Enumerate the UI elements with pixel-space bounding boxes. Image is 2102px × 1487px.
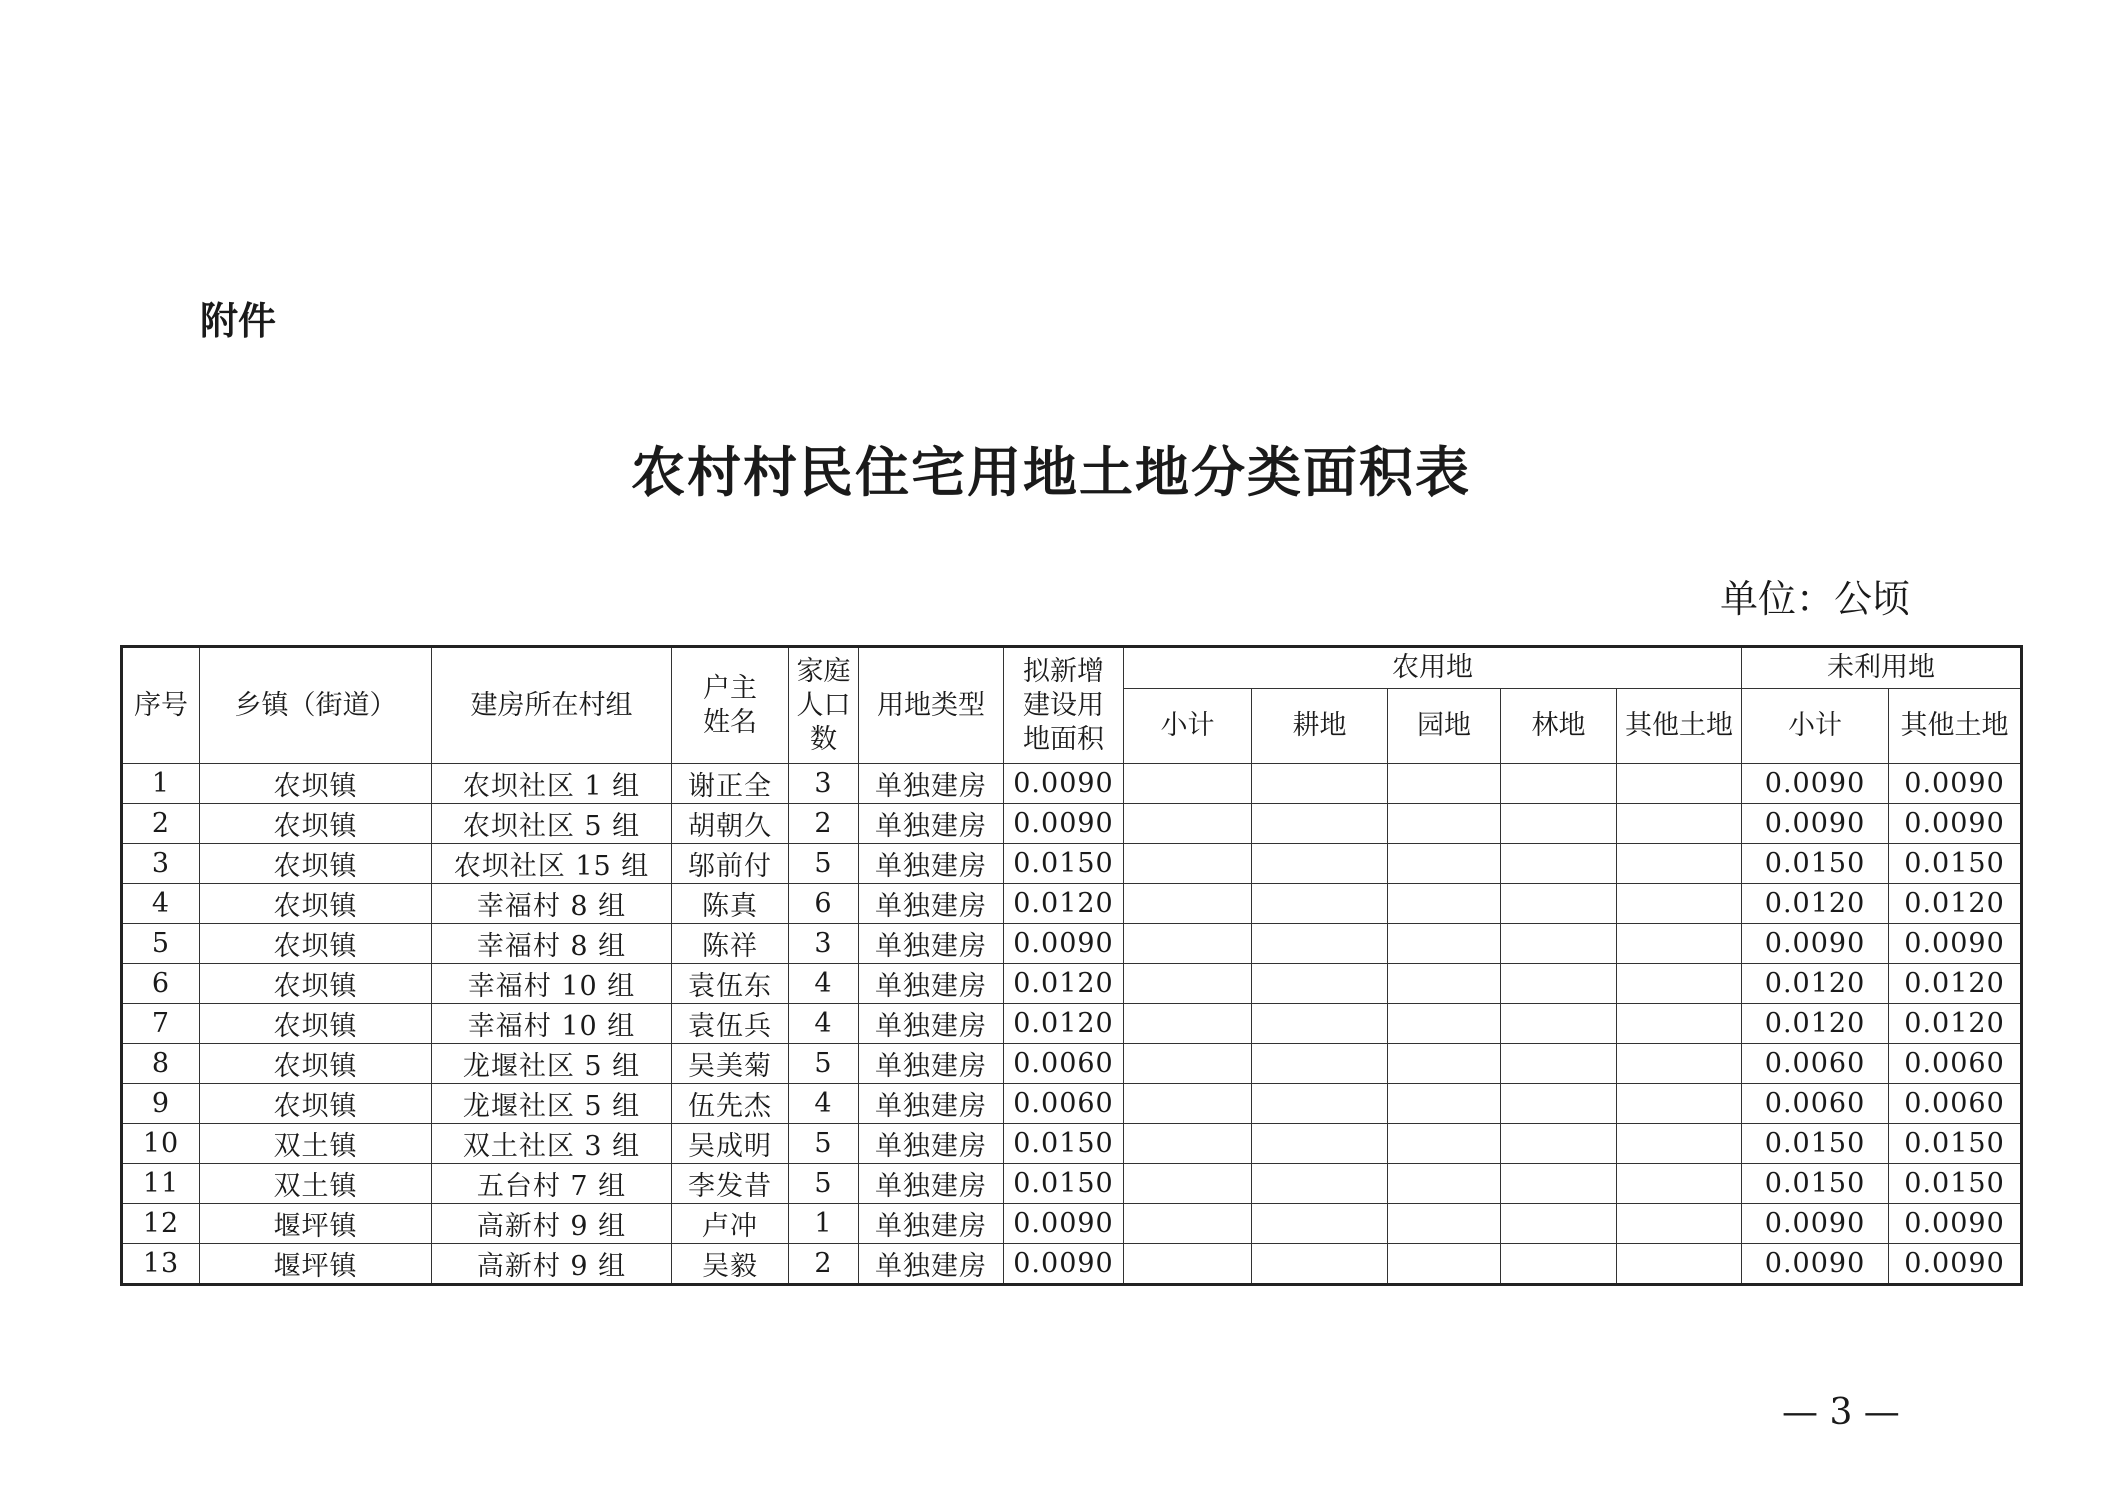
header-agri-other: 其他土地: [1617, 689, 1742, 764]
cell-agri-cultivated: [1252, 1004, 1388, 1044]
header-town: 乡镇（街道）: [200, 647, 432, 764]
cell-agri-forest: [1501, 764, 1617, 804]
cell-agri-subtotal: [1124, 804, 1252, 844]
cell-agri-garden: [1388, 964, 1501, 1004]
cell-town: 堰坪镇: [200, 1244, 432, 1285]
cell-seq: 12: [122, 1204, 200, 1244]
cell-agri-forest: [1501, 1244, 1617, 1285]
header-owner-line2: 姓名: [703, 706, 757, 738]
cell-agri-forest: [1501, 884, 1617, 924]
header-agri-group: 农用地: [1124, 647, 1742, 689]
cell-family: 3: [789, 924, 859, 964]
land-area-table: [120, 645, 2023, 1286]
cell-agri-subtotal: [1124, 964, 1252, 1004]
cell-land-type: 单独建房: [859, 1204, 1004, 1244]
header-area-line2: 建设用: [1023, 689, 1104, 721]
cell-area: 0.0090: [1004, 764, 1124, 804]
cell-unused-subtotal: 0.0120: [1742, 884, 1889, 924]
cell-seq: 6: [122, 964, 200, 1004]
cell-town: 农坝镇: [200, 884, 432, 924]
cell-agri-cultivated: [1252, 924, 1388, 964]
table-row: [122, 1244, 2022, 1285]
header-owner-line1: 户主: [703, 672, 757, 704]
cell-village: 幸福村 8 组: [432, 884, 672, 924]
cell-town: 堰坪镇: [200, 1204, 432, 1244]
cell-agri-garden: [1388, 1044, 1501, 1084]
cell-land-type: 单独建房: [859, 964, 1004, 1004]
header-agri-cultivated: 耕地: [1252, 689, 1388, 764]
cell-land-type: 单独建房: [859, 1164, 1004, 1204]
cell-agri-subtotal: [1124, 1044, 1252, 1084]
cell-family: 2: [789, 804, 859, 844]
cell-land-type: 单独建房: [859, 1124, 1004, 1164]
cell-unused-subtotal: 0.0090: [1742, 1244, 1889, 1285]
cell-village: 高新村 9 组: [432, 1204, 672, 1244]
cell-seq: 1: [122, 764, 200, 804]
cell-unused-other: 0.0090: [1889, 1244, 2022, 1285]
cell-agri-other: [1617, 1084, 1742, 1124]
cell-agri-garden: [1388, 1084, 1501, 1124]
header-owner: [672, 647, 789, 764]
cell-agri-garden: [1388, 844, 1501, 884]
table-row: [122, 1084, 2022, 1124]
cell-agri-cultivated: [1252, 1204, 1388, 1244]
cell-town: 农坝镇: [200, 764, 432, 804]
cell-agri-subtotal: [1124, 924, 1252, 964]
cell-unused-subtotal: 0.0120: [1742, 964, 1889, 1004]
header-family-line3: 数: [810, 723, 837, 755]
cell-agri-other: [1617, 1004, 1742, 1044]
cell-agri-cultivated: [1252, 1044, 1388, 1084]
cell-agri-garden: [1388, 884, 1501, 924]
cell-agri-subtotal: [1124, 1004, 1252, 1044]
cell-land-type: 单独建房: [859, 804, 1004, 844]
cell-agri-cultivated: [1252, 764, 1388, 804]
cell-unused-other: 0.0090: [1889, 1204, 2022, 1244]
cell-town: 农坝镇: [200, 844, 432, 884]
cell-area: 0.0090: [1004, 804, 1124, 844]
cell-seq: 2: [122, 804, 200, 844]
cell-land-type: 单独建房: [859, 1004, 1004, 1044]
cell-family: 6: [789, 884, 859, 924]
cell-agri-other: [1617, 1044, 1742, 1084]
cell-town: 农坝镇: [200, 1044, 432, 1084]
cell-agri-forest: [1501, 924, 1617, 964]
cell-family: 5: [789, 1164, 859, 1204]
cell-area: 0.0090: [1004, 924, 1124, 964]
cell-agri-garden: [1388, 924, 1501, 964]
cell-agri-other: [1617, 924, 1742, 964]
cell-owner: 卢冲: [672, 1204, 789, 1244]
cell-area: 0.0120: [1004, 884, 1124, 924]
cell-unused-other: 0.0150: [1889, 1164, 2022, 1204]
cell-village: 高新村 9 组: [432, 1244, 672, 1285]
cell-owner: 袁伍兵: [672, 1004, 789, 1044]
cell-unused-other: 0.0120: [1889, 1004, 2022, 1044]
cell-agri-forest: [1501, 1124, 1617, 1164]
cell-area: 0.0060: [1004, 1084, 1124, 1124]
header-family-line1: 家庭: [796, 655, 851, 687]
table-row: [122, 1164, 2022, 1204]
header-area-line3: 地面积: [1023, 723, 1104, 755]
cell-village: 龙堰社区 5 组: [432, 1044, 672, 1084]
cell-family: 5: [789, 844, 859, 884]
cell-village: 农坝社区 5 组: [432, 804, 672, 844]
cell-agri-forest: [1501, 964, 1617, 1004]
header-unused-subtotal: 小计: [1742, 689, 1889, 764]
cell-family: 5: [789, 1044, 859, 1084]
cell-area: 0.0150: [1004, 1124, 1124, 1164]
header-unused-other: 其他土地: [1889, 689, 2022, 764]
cell-unused-subtotal: 0.0090: [1742, 764, 1889, 804]
cell-land-type: 单独建房: [859, 764, 1004, 804]
table-row: [122, 924, 2022, 964]
cell-village: 双土社区 3 组: [432, 1124, 672, 1164]
header-seq: 序号: [122, 647, 200, 764]
cell-family: 5: [789, 1124, 859, 1164]
cell-agri-garden: [1388, 1164, 1501, 1204]
cell-land-type: 单独建房: [859, 1044, 1004, 1084]
header-agri-garden: 园地: [1388, 689, 1501, 764]
cell-family: 4: [789, 964, 859, 1004]
attachment-label: 附件: [200, 299, 277, 343]
cell-land-type: 单独建房: [859, 1244, 1004, 1285]
cell-town: 农坝镇: [200, 804, 432, 844]
cell-agri-garden: [1388, 764, 1501, 804]
page-number: — 3 —: [1782, 1392, 1900, 1433]
cell-owner: 李发昔: [672, 1164, 789, 1204]
cell-agri-cultivated: [1252, 1244, 1388, 1285]
cell-unused-other: 0.0060: [1889, 1084, 2022, 1124]
cell-village: 幸福村 10 组: [432, 1004, 672, 1044]
cell-agri-other: [1617, 764, 1742, 804]
cell-owner: 袁伍东: [672, 964, 789, 1004]
table-body: [122, 764, 2022, 1285]
cell-area: 0.0060: [1004, 1044, 1124, 1084]
cell-agri-other: [1617, 964, 1742, 1004]
cell-owner: 伍先杰: [672, 1084, 789, 1124]
cell-agri-cultivated: [1252, 1164, 1388, 1204]
cell-agri-garden: [1388, 804, 1501, 844]
cell-unused-subtotal: 0.0150: [1742, 1124, 1889, 1164]
cell-family: 4: [789, 1004, 859, 1044]
cell-family: 4: [789, 1084, 859, 1124]
cell-agri-forest: [1501, 1004, 1617, 1044]
cell-village: 龙堰社区 5 组: [432, 1084, 672, 1124]
cell-agri-other: [1617, 1124, 1742, 1164]
cell-town: 农坝镇: [200, 964, 432, 1004]
table-row: [122, 884, 2022, 924]
cell-owner: 邬前付: [672, 844, 789, 884]
cell-agri-other: [1617, 1164, 1742, 1204]
cell-owner: 吴成明: [672, 1124, 789, 1164]
cell-village: 农坝社区 15 组: [432, 844, 672, 884]
cell-unused-subtotal: 0.0150: [1742, 1164, 1889, 1204]
cell-agri-subtotal: [1124, 1124, 1252, 1164]
cell-area: 0.0090: [1004, 1244, 1124, 1285]
cell-area: 0.0150: [1004, 844, 1124, 884]
cell-unused-subtotal: 0.0090: [1742, 804, 1889, 844]
cell-agri-forest: [1501, 844, 1617, 884]
table-row: [122, 804, 2022, 844]
cell-land-type: 单独建房: [859, 844, 1004, 884]
header-agri-subtotal: 小计: [1124, 689, 1252, 764]
cell-agri-subtotal: [1124, 764, 1252, 804]
cell-seq: 4: [122, 884, 200, 924]
header-unused-group: 未利用地: [1742, 647, 2022, 689]
cell-agri-garden: [1388, 1244, 1501, 1285]
cell-agri-subtotal: [1124, 1084, 1252, 1124]
cell-seq: 8: [122, 1044, 200, 1084]
header-area: [1004, 647, 1124, 764]
cell-agri-garden: [1388, 1004, 1501, 1044]
cell-agri-subtotal: [1124, 1204, 1252, 1244]
cell-unused-subtotal: 0.0120: [1742, 1004, 1889, 1044]
table-row: [122, 1044, 2022, 1084]
cell-agri-cultivated: [1252, 964, 1388, 1004]
cell-town: 双土镇: [200, 1164, 432, 1204]
cell-unused-other: 0.0120: [1889, 964, 2022, 1004]
cell-town: 农坝镇: [200, 1004, 432, 1044]
cell-area: 0.0150: [1004, 1164, 1124, 1204]
table-row: [122, 964, 2022, 1004]
cell-agri-forest: [1501, 1164, 1617, 1204]
cell-area: 0.0090: [1004, 1204, 1124, 1244]
cell-agri-subtotal: [1124, 1244, 1252, 1285]
cell-seq: 11: [122, 1164, 200, 1204]
cell-agri-other: [1617, 1204, 1742, 1244]
cell-seq: 3: [122, 844, 200, 884]
cell-agri-other: [1617, 844, 1742, 884]
cell-town: 双土镇: [200, 1124, 432, 1164]
table-row: [122, 1204, 2022, 1244]
cell-unused-other: 0.0120: [1889, 884, 2022, 924]
cell-village: 幸福村 10 组: [432, 964, 672, 1004]
table-row: [122, 764, 2022, 804]
cell-land-type: 单独建房: [859, 924, 1004, 964]
header-family-line2: 人口: [796, 689, 851, 721]
cell-owner: 陈真: [672, 884, 789, 924]
cell-family: 2: [789, 1244, 859, 1285]
cell-agri-subtotal: [1124, 884, 1252, 924]
cell-agri-garden: [1388, 1124, 1501, 1164]
header-land-type: 用地类型: [859, 647, 1004, 764]
cell-seq: 13: [122, 1244, 200, 1285]
cell-agri-forest: [1501, 1204, 1617, 1244]
cell-town: 农坝镇: [200, 1084, 432, 1124]
cell-agri-forest: [1501, 1044, 1617, 1084]
table-row: [122, 1124, 2022, 1164]
header-area-line1: 拟新增: [1023, 655, 1104, 687]
cell-agri-cultivated: [1252, 1084, 1388, 1124]
cell-agri-cultivated: [1252, 1124, 1388, 1164]
table-row: [122, 1004, 2022, 1044]
cell-unused-subtotal: 0.0090: [1742, 924, 1889, 964]
cell-seq: 7: [122, 1004, 200, 1044]
cell-agri-forest: [1501, 1084, 1617, 1124]
cell-unused-subtotal: 0.0060: [1742, 1084, 1889, 1124]
cell-agri-other: [1617, 884, 1742, 924]
cell-agri-subtotal: [1124, 844, 1252, 884]
cell-agri-other: [1617, 804, 1742, 844]
cell-seq: 9: [122, 1084, 200, 1124]
cell-agri-forest: [1501, 804, 1617, 844]
header-row-1: [122, 647, 2022, 689]
cell-agri-garden: [1388, 1204, 1501, 1244]
cell-unused-subtotal: 0.0090: [1742, 1204, 1889, 1244]
document-title: 农村村民住宅用地土地分类面积表: [631, 441, 1471, 504]
header-family: [789, 647, 859, 764]
cell-unused-other: 0.0090: [1889, 804, 2022, 844]
cell-agri-cultivated: [1252, 804, 1388, 844]
cell-owner: 陈祥: [672, 924, 789, 964]
cell-agri-other: [1617, 1244, 1742, 1285]
header-village: 建房所在村组: [432, 647, 672, 764]
unit-label: 单位：公顷: [1720, 577, 1911, 621]
cell-village: 幸福村 8 组: [432, 924, 672, 964]
cell-land-type: 单独建房: [859, 884, 1004, 924]
cell-unused-other: 0.0150: [1889, 1124, 2022, 1164]
cell-agri-cultivated: [1252, 844, 1388, 884]
header-agri-forest: 林地: [1501, 689, 1617, 764]
cell-village: 农坝社区 1 组: [432, 764, 672, 804]
cell-owner: 吴毅: [672, 1244, 789, 1285]
cell-owner: 谢正全: [672, 764, 789, 804]
cell-family: 3: [789, 764, 859, 804]
cell-unused-other: 0.0090: [1889, 924, 2022, 964]
cell-town: 农坝镇: [200, 924, 432, 964]
cell-seq: 10: [122, 1124, 200, 1164]
cell-owner: 胡朝久: [672, 804, 789, 844]
cell-agri-cultivated: [1252, 884, 1388, 924]
cell-unused-other: 0.0090: [1889, 764, 2022, 804]
table-row: [122, 844, 2022, 884]
cell-unused-subtotal: 0.0150: [1742, 844, 1889, 884]
cell-unused-other: 0.0060: [1889, 1044, 2022, 1084]
cell-area: 0.0120: [1004, 964, 1124, 1004]
cell-owner: 吴美菊: [672, 1044, 789, 1084]
cell-area: 0.0120: [1004, 1004, 1124, 1044]
cell-village: 五台村 7 组: [432, 1164, 672, 1204]
cell-agri-subtotal: [1124, 1164, 1252, 1204]
cell-unused-other: 0.0150: [1889, 844, 2022, 884]
cell-unused-subtotal: 0.0060: [1742, 1044, 1889, 1084]
cell-seq: 5: [122, 924, 200, 964]
cell-land-type: 单独建房: [859, 1084, 1004, 1124]
cell-family: 1: [789, 1204, 859, 1244]
